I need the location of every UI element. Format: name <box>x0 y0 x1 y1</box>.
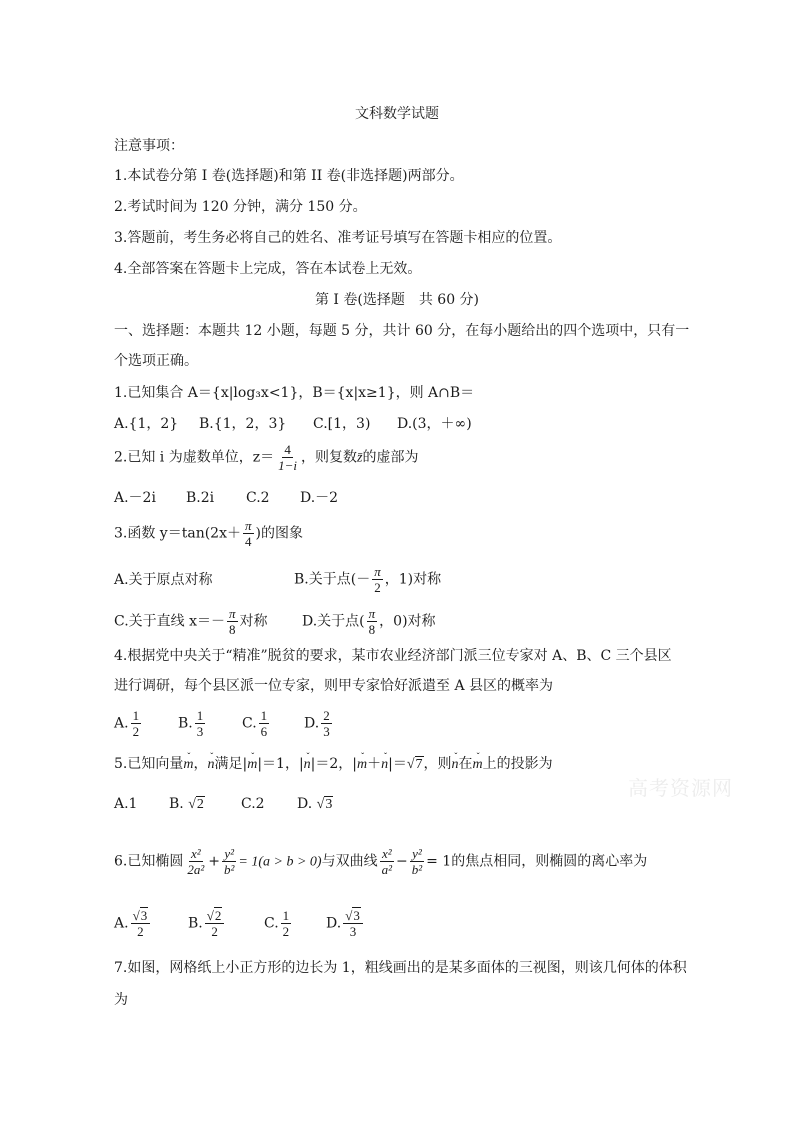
denominator: 8 <box>229 622 236 637</box>
option-b <box>294 564 441 595</box>
denominator: 8 <box>368 622 376 637</box>
fraction <box>321 708 332 739</box>
option-text: C.关于直线 x＝－ <box>114 613 226 630</box>
denominator: 1−i <box>278 458 298 473</box>
option-c <box>114 606 302 637</box>
option-label: B. <box>188 915 203 932</box>
vector-m: ˇ m <box>357 755 367 775</box>
denominator: 3 <box>196 724 204 739</box>
notice-heading: 注意事项： <box>114 138 184 154</box>
denominator: a² <box>381 862 392 877</box>
question-6-options <box>114 908 365 939</box>
stem-text: |＝1，| <box>257 756 304 772</box>
option-b <box>169 794 241 815</box>
sqrt: √3 <box>316 797 333 812</box>
numerator: π <box>368 606 376 621</box>
option-a: A.关于原点对称 <box>114 571 213 588</box>
fraction <box>185 846 206 877</box>
question-3-options-row2 <box>114 606 436 637</box>
option-a <box>114 708 178 739</box>
question-5-stem <box>114 754 553 775</box>
fraction <box>410 846 424 877</box>
fraction <box>343 908 363 939</box>
numerator: √2 <box>205 908 225 924</box>
question-4-stem: 进行调研，每个县区派一位专家，则甲专家恰好派遣至 A 县区的概率为 <box>114 678 554 694</box>
denominator: 2 <box>132 724 140 739</box>
vector-n: ˇ n <box>452 755 459 775</box>
option-d: D.(3，＋∞) <box>397 416 472 432</box>
fraction <box>259 708 270 739</box>
vector-m: ˇ m <box>183 755 193 775</box>
numerator: π <box>229 606 236 621</box>
numerator: x² <box>381 846 392 861</box>
denominator: 4 <box>244 534 252 549</box>
operator: + <box>208 853 220 870</box>
option-d <box>304 708 334 739</box>
option-label: A. <box>114 715 129 732</box>
numerator: 2 <box>323 708 330 723</box>
numerator: 1 <box>282 908 290 923</box>
radicand: 3 <box>140 908 148 923</box>
stem-text: |＝ <box>388 756 407 772</box>
numerator: π <box>244 518 252 533</box>
numerator: 1 <box>132 708 140 723</box>
stem-text: 与双曲线 <box>321 853 378 870</box>
denominator: b² <box>411 862 423 877</box>
z-bar: z̄ <box>357 450 363 466</box>
option-a: A.{1，2} <box>114 416 179 432</box>
question-4-options <box>114 708 334 739</box>
stem-text: 的虚部为 <box>362 449 419 466</box>
vector-m: ˇ m <box>247 755 257 775</box>
option-b: B.2i <box>186 490 215 506</box>
option-d <box>326 908 365 939</box>
denominator: 3 <box>323 724 330 739</box>
section-instruction: 一、选择题：本题共 12 小题，每题 5 分，共计 60 分，在每小题给出的四个选项中，只有一 <box>114 323 690 339</box>
vector-n: ˇ n <box>381 755 388 775</box>
vector-n: ˇ n <box>304 755 311 775</box>
option-label: B. <box>169 796 184 812</box>
watermark: 高考资源网 <box>628 776 733 800</box>
option-c: C.2 <box>241 796 265 812</box>
radicand: 2 <box>196 797 204 812</box>
numerator: 4 <box>284 442 291 457</box>
question-1-stem: 1.已知集合 A＝{x|log₃x<1}，B＝{x|x≥1}，则 A∩B＝ <box>114 385 475 401</box>
option-d <box>302 606 436 637</box>
equation: = 1 <box>426 853 452 870</box>
numerator: π <box>374 564 381 579</box>
stem-text: 6.已知椭圆 <box>114 853 184 870</box>
question-3-options-row1 <box>114 564 441 595</box>
stem-text: 5.已知向量 <box>114 756 184 772</box>
radicand: 3 <box>325 797 333 812</box>
section-instruction: 个选项正确。 <box>114 353 198 369</box>
option-c <box>242 708 304 739</box>
fraction <box>195 708 206 739</box>
numerator: √3 <box>131 908 151 924</box>
denominator: 2 <box>137 924 144 939</box>
stem-text: |＝2，| <box>310 756 358 772</box>
option-label: D. <box>297 796 313 812</box>
notice-item: 4.全部答案在答题卡上完成，答在本试卷上无效。 <box>114 261 422 277</box>
operator: − <box>395 853 408 870</box>
option-c <box>264 908 326 939</box>
numerator: 1 <box>260 708 268 723</box>
stem-text: 上的投影为 <box>482 756 553 772</box>
fraction <box>367 606 378 637</box>
denominator: 2a² <box>187 862 205 877</box>
option-label: C. <box>264 915 279 932</box>
stem-text: )的图象 <box>255 525 303 542</box>
option-b: B.{1，2，3} <box>199 416 287 432</box>
option-label: A. <box>114 915 129 932</box>
option-label: B. <box>178 715 193 732</box>
denominator: 3 <box>349 924 357 939</box>
question-3-stem <box>114 518 303 549</box>
stem-text: ，则复数 <box>301 449 358 466</box>
fraction <box>131 708 142 739</box>
fraction <box>281 908 292 939</box>
numerator: √3 <box>343 908 363 924</box>
question-5-options <box>114 794 333 815</box>
vector-m: ˇ m <box>473 755 483 775</box>
option-a: A.－2i <box>114 490 156 506</box>
stem-text: 的焦点相同，则椭圆的离心率为 <box>451 853 648 870</box>
denominator: 6 <box>260 724 268 739</box>
numerator: x² <box>190 846 201 861</box>
stem-text: ，则 <box>423 756 452 772</box>
option-a <box>114 908 188 939</box>
stem-text: ， <box>193 756 208 772</box>
numerator: y² <box>224 846 235 861</box>
option-label: D. <box>304 715 320 732</box>
fraction <box>276 442 299 473</box>
sqrt: √2 <box>188 797 204 812</box>
option-b <box>188 908 264 939</box>
question-1-options <box>114 414 472 434</box>
condition: = 1(a > b > 0) <box>238 854 322 870</box>
option-text: D.关于点( <box>302 613 365 630</box>
radicand: 3 <box>353 908 360 923</box>
question-4-stem: 4.根据党中央关于“精准”脱贫的要求，某市农业经济部门派三位专家对 A、B、C 三个县区 <box>114 648 672 664</box>
option-text: ，0)对称 <box>379 613 436 630</box>
question-2-options <box>114 488 338 508</box>
question-7-stem: 7.如图，网格纸上小正方形的边长为 1，粗线画出的是某多面体的三视图，则该几何体的体积 <box>114 960 687 976</box>
option-text: ，1)对称 <box>384 571 442 588</box>
option-c: C.[1，3) <box>313 416 371 432</box>
option-c: C.2 <box>246 490 270 506</box>
notice-item: 2.考试时间为 120 分钟，满分 150 分。 <box>114 199 367 215</box>
option-d <box>297 794 333 815</box>
denominator: 2 <box>374 580 381 595</box>
numerator: y² <box>412 846 422 861</box>
fraction <box>380 846 394 877</box>
radicand: 2 <box>214 908 222 923</box>
stem-text: 满足| <box>214 756 248 772</box>
denominator: 2 <box>211 924 218 939</box>
option-label: D. <box>326 915 342 932</box>
numerator: 1 <box>196 708 204 723</box>
sqrt: √7 <box>406 757 423 772</box>
section-title: 第 I 卷(选择题 共 60 分) <box>314 292 480 308</box>
notice-item: 3.答题前，考生务必将自己的姓名、准考证号填写在答题卡相应的位置。 <box>114 230 562 246</box>
page-title: 文科数学试题 <box>355 106 439 122</box>
fraction <box>131 908 151 939</box>
option-a: A.1 <box>114 796 138 812</box>
option-d: D.－2 <box>300 490 339 506</box>
stem-text: ＋ <box>367 756 382 772</box>
question-2-stem <box>114 442 418 473</box>
stem-text: 在 <box>458 756 473 772</box>
fraction <box>243 518 254 549</box>
fraction <box>222 846 236 877</box>
stem-text: 2.已知 i 为虚数单位，z＝ <box>114 449 275 466</box>
option-text: 对称 <box>239 613 268 630</box>
question-6-stem <box>114 846 647 877</box>
option-text: B.关于点(－ <box>294 571 371 588</box>
vector-n: ˇ n <box>207 755 214 775</box>
fraction <box>372 564 383 595</box>
notice-item: 1.本试卷分第 I 卷(选择题)和第 II 卷(非选择题)两部分。 <box>114 168 464 184</box>
denominator: 2 <box>282 924 290 939</box>
question-7-stem: 为 <box>114 992 128 1008</box>
radicand: 7 <box>415 757 423 772</box>
stem-text: 3.函数 y＝tan(2x＋ <box>114 525 241 542</box>
option-b <box>178 708 242 739</box>
option-label: C. <box>242 715 257 732</box>
denominator: b² <box>224 862 235 877</box>
fraction <box>227 606 238 637</box>
fraction <box>205 908 225 939</box>
